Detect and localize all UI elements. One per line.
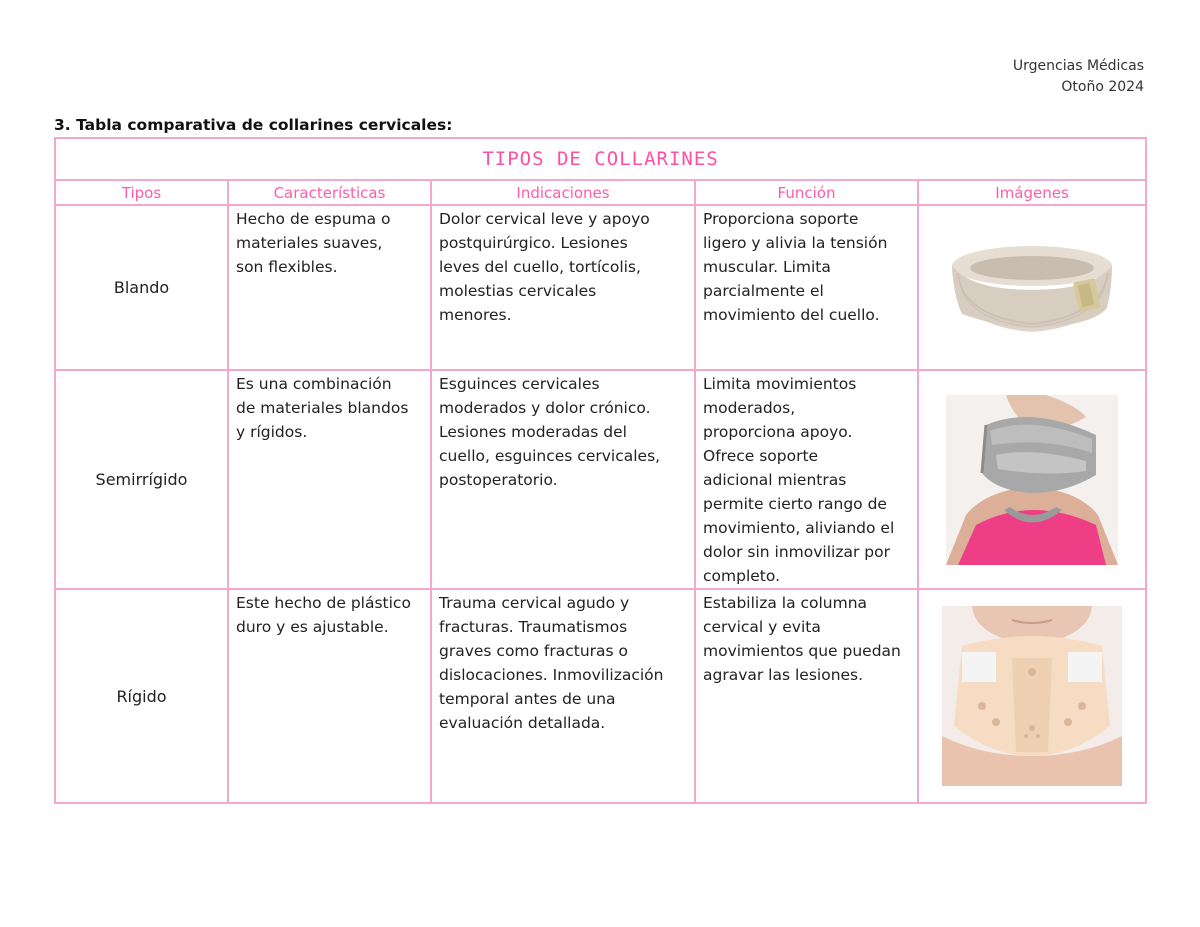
cell-indicaciones: Dolor cervical leve y apoyo postquirúrgico. Lesiones leves del cuello, tortícolis, molestias cervicales menores. — [431, 205, 695, 370]
cell-caracteristicas: Este hecho de plástico duro y es ajustable. — [228, 589, 431, 803]
section-title: 3. Tabla comparativa de collarines cervicales: — [54, 116, 453, 134]
row-label-semirrigido: Semirrígido — [55, 370, 228, 589]
rigid-collar-image — [942, 606, 1122, 786]
column-header-tipos: Tipos — [55, 180, 228, 205]
cell-caracteristicas: Es una combinación de materiales blandos y rígidos. — [228, 370, 431, 589]
cell-indicaciones: Esguinces cervicales moderados y dolor crónico. Lesiones moderadas del cuello, esguinces cervicales, postoperatorio. — [431, 370, 695, 589]
soft-collar-image — [942, 228, 1122, 348]
column-header-funcion: Función — [695, 180, 918, 205]
cell-funcion: Limita movimientos moderados, proporciona apoyo. Ofrece soporte adicional mientras permite cierto rango de movimiento, aliviando el dolor sin inmovilizar por completo. — [695, 370, 918, 589]
cell-funcion: Proporciona soporte ligero y alivia la tensión muscular. Limita parcialmente el movimiento del cuello. — [695, 205, 918, 370]
row-label-blando: Blando — [55, 205, 228, 370]
term: Otoño 2024 — [1061, 79, 1144, 95]
row-label-rigido: Rígido — [55, 589, 228, 803]
cell-caracteristicas: Hecho de espuma o materiales suaves, son flexibles. — [228, 205, 431, 370]
column-header-imagenes: Imágenes — [918, 180, 1146, 205]
document-header — [1013, 56, 1144, 98]
column-header-caracteristicas: Características — [228, 180, 431, 205]
table-row — [55, 205, 1146, 370]
cell-imagen — [918, 589, 1146, 803]
course-name: Urgencias Médicas — [1012, 58, 1144, 74]
cell-imagen — [918, 370, 1146, 589]
column-header-indicaciones: Indicaciones — [431, 180, 695, 205]
table-title: TIPOS DE COLLARINES — [55, 138, 1146, 180]
table-row — [55, 370, 1146, 589]
cell-indicaciones: Trauma cervical agudo y fracturas. Traumatismos graves como fracturas o dislocaciones. Inmovilización temporal antes de una evaluación detallada. — [431, 589, 695, 803]
table-header-row — [55, 180, 1146, 205]
cell-funcion: Estabiliza la columna cervical y evita movimientos que puedan agravar las lesiones. — [695, 589, 918, 803]
cell-imagen — [918, 205, 1146, 370]
comparison-table — [54, 137, 1147, 804]
table-row — [55, 589, 1146, 803]
semi-rigid-collar-image — [946, 395, 1118, 565]
